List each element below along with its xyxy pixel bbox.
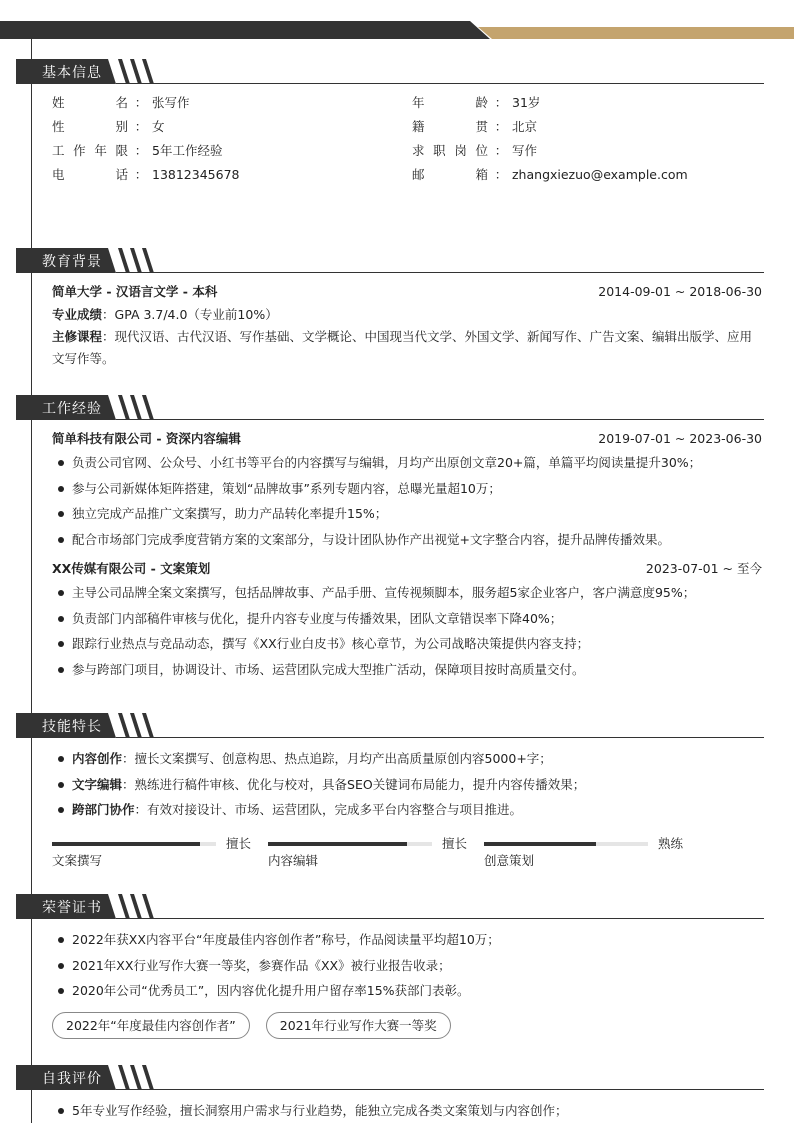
- info-key: 电 话: [52, 167, 128, 182]
- skill-bars: [52, 837, 762, 873]
- degree: 本科: [192, 284, 218, 299]
- skill-text: ：擅长文案撰写、创意构思、热点追踪，月均产出高质量原创内容5000+字；: [122, 751, 552, 766]
- job-role: 资深内容编辑: [165, 431, 241, 446]
- top-bar-dark: [0, 21, 490, 39]
- section-header: [16, 1065, 764, 1090]
- section-header: [16, 59, 764, 84]
- section-self-eval: [16, 1065, 764, 1123]
- skill-bar-fill: [52, 842, 200, 846]
- info-row: 籍 贯 ： 北京: [412, 119, 538, 134]
- top-bar-gold: [478, 27, 794, 39]
- skill-level: 擅长: [226, 835, 252, 851]
- job-header: 简单科技有限公司 - 资深内容编辑 2019-07-01 ~ 2023-06-30: [52, 431, 762, 446]
- info-row: 求 职 岗 位 ： 写作: [412, 143, 538, 158]
- info-key: 工 作 年 限: [52, 143, 128, 158]
- section-work: [16, 395, 764, 682]
- job-period: 2023-07-01 ~ 至今: [645, 561, 762, 576]
- major: 汉语言文学: [115, 284, 179, 299]
- section-header: [16, 248, 764, 273]
- job-duties: [52, 450, 762, 552]
- info-row: 姓 名 ： 张写作: [52, 95, 190, 110]
- info-row: 工 作 年 限 ： 5年工作经验: [52, 143, 223, 158]
- list-item: 负责公司官网、公众号、小红书等平台的内容撰写与编辑，月均产出原创文章20+篇，单篇平均阅读量提升30%；: [52, 450, 762, 476]
- skill-bar: [484, 837, 700, 873]
- skill-label: 内容创作: [72, 751, 123, 766]
- list-item: 2020年公司“优秀员工”，因内容优化提升用户留存率15%获部门表彰。: [52, 978, 762, 1004]
- school-name: 简单大学: [52, 284, 103, 299]
- list-item: 2021年XX行业写作大赛一等奖，参赛作品《XX》被行业报告收录；: [52, 953, 762, 979]
- skill-bar: [52, 837, 268, 873]
- skill-bar-fill: [268, 842, 407, 846]
- section-honors: [16, 894, 764, 1039]
- skill-text: ：有效对接设计、市场、运营团队，完成多平台内容整合与项目推进。: [134, 802, 523, 817]
- info-row: 性 别 ： 女: [52, 119, 165, 134]
- job-role: 文案策划: [160, 561, 211, 576]
- list-item: 参与跨部门项目，协调设计、市场、运营团队完成大型推广活动，保障项目按时高质量交付。: [52, 657, 762, 683]
- skill-level: 擅长: [442, 835, 468, 851]
- basic-info-grid: [52, 94, 762, 184]
- skill-bar-track: [52, 842, 216, 846]
- section-header: [16, 395, 764, 420]
- section-skills: [16, 713, 764, 873]
- list-item: 跟踪行业热点与竞品动态，撰写《XX行业白皮书》核心章节，为公司战略决策提供内容支持；: [52, 631, 762, 657]
- section-title: 工作经验: [42, 401, 102, 417]
- courses-line: 主修课程：现代汉语、古代汉语、写作基础、文学概论、中国现当代文学、外国文学、新闻写作、广告文案、编辑出版学、应用文写作等。: [52, 329, 753, 366]
- section-education: [16, 248, 764, 370]
- info-row: 邮 箱 ： zhangxiezuo@example.com: [412, 167, 688, 182]
- honor-pills: [52, 1012, 762, 1039]
- skill-text: ：熟练进行稿件审核、优化与校对，具备SEO关键词布局能力，提升内容传播效果；: [122, 776, 586, 792]
- list-item: [52, 772, 762, 798]
- section-basic-info: [16, 59, 764, 184]
- job-duties: [52, 580, 762, 682]
- section-header: [16, 894, 764, 919]
- honor-tag: 2022年“年度最佳内容创作者”: [52, 1012, 250, 1039]
- company-name: XX传媒有限公司: [52, 561, 147, 576]
- section-header: [16, 713, 764, 738]
- honors-list: [52, 927, 762, 1004]
- info-value: zhangxiezuo@example.com: [512, 167, 688, 182]
- info-key: 姓 名: [52, 95, 128, 110]
- skill-name: 内容编辑: [268, 852, 319, 868]
- info-value: 5年工作经验: [152, 143, 223, 158]
- list-item: 参与公司新媒体矩阵搭建，策划“品牌故事”系列专题内容，总曝光量超10万；: [52, 476, 762, 502]
- list-item: 负责部门内部稿件审核与优化，提升内容专业度与传播效果，团队文章错误率下降40%；: [52, 606, 762, 632]
- info-value: 北京: [512, 119, 538, 134]
- education-header: 简单大学 - 汉语言文学 - 本科 2014-09-01 ~ 2018-06-30: [52, 284, 762, 299]
- list-item: 配合市场部门完成季度营销方案的文案部分，与设计团队协作产出视觉+文字整合内容，提升品牌传播效果。: [52, 527, 762, 553]
- info-key: 年 龄: [412, 95, 488, 110]
- section-title: 基本信息: [42, 65, 102, 81]
- section-title: 荣誉证书: [42, 900, 102, 916]
- self-eval-list: [52, 1098, 762, 1123]
- info-row: 电 话 ： 13812345678: [52, 167, 240, 182]
- skill-bar-track: [484, 842, 648, 846]
- list-item: [52, 797, 762, 823]
- skill-bar-fill: [484, 842, 596, 846]
- job-period: 2019-07-01 ~ 2023-06-30: [598, 431, 762, 446]
- skills-list: [52, 746, 762, 823]
- info-value: 13812345678: [152, 167, 240, 182]
- info-key: 性 别: [52, 119, 128, 134]
- grade-line: 专业成绩：GPA 3.7/4.0（专业前10%）: [52, 307, 278, 322]
- job-header: XX传媒有限公司 - 文案策划 2023-07-01 ~ 至今: [52, 561, 762, 576]
- info-row: 年 龄 ： 31岁: [412, 95, 541, 110]
- info-value: 写作: [512, 143, 538, 158]
- skill-name: 文案撰写: [52, 852, 103, 868]
- skill-name: 创意策划: [484, 852, 535, 868]
- skill-label: 跨部门协作: [72, 802, 135, 817]
- section-title: 技能特长: [42, 719, 102, 735]
- top-decor-bar: [0, 21, 794, 39]
- company-name: 简单科技有限公司: [52, 431, 153, 446]
- section-title: 教育背景: [42, 254, 102, 270]
- info-value: 31岁: [512, 95, 541, 110]
- info-value: 张写作: [152, 95, 190, 110]
- skill-bar-track: [268, 842, 432, 846]
- honor-tag: 2021年行业写作大赛一等奖: [266, 1012, 451, 1039]
- section-title: 自我评价: [42, 1071, 102, 1087]
- skill-label: 文字编辑: [72, 776, 123, 792]
- info-key: 求 职 岗 位: [412, 143, 488, 158]
- list-item: 独立完成产品推广文案撰写，助力产品转化率提升15%；: [52, 501, 762, 527]
- skill-bar: [268, 837, 484, 873]
- education-period: 2014-09-01 ~ 2018-06-30: [598, 284, 762, 299]
- skill-level: 熟练: [658, 835, 684, 851]
- info-key: 籍 贯: [412, 119, 488, 134]
- list-item: 5年专业写作经验，擅长洞察用户需求与行业趋势，能独立完成各类文案策划与内容创作；: [52, 1098, 762, 1123]
- list-item: 2022年获XX内容平台“年度最佳内容创作者”称号，作品阅读量平均超10万；: [52, 927, 762, 953]
- list-item: 主导公司品牌全案文案撰写，包括品牌故事、产品手册、宣传视频脚本，服务超5家企业客户，客户满意度95%；: [52, 580, 762, 606]
- list-item: [52, 746, 762, 772]
- info-key: 邮 箱: [412, 167, 488, 182]
- info-value: 女: [152, 119, 165, 134]
